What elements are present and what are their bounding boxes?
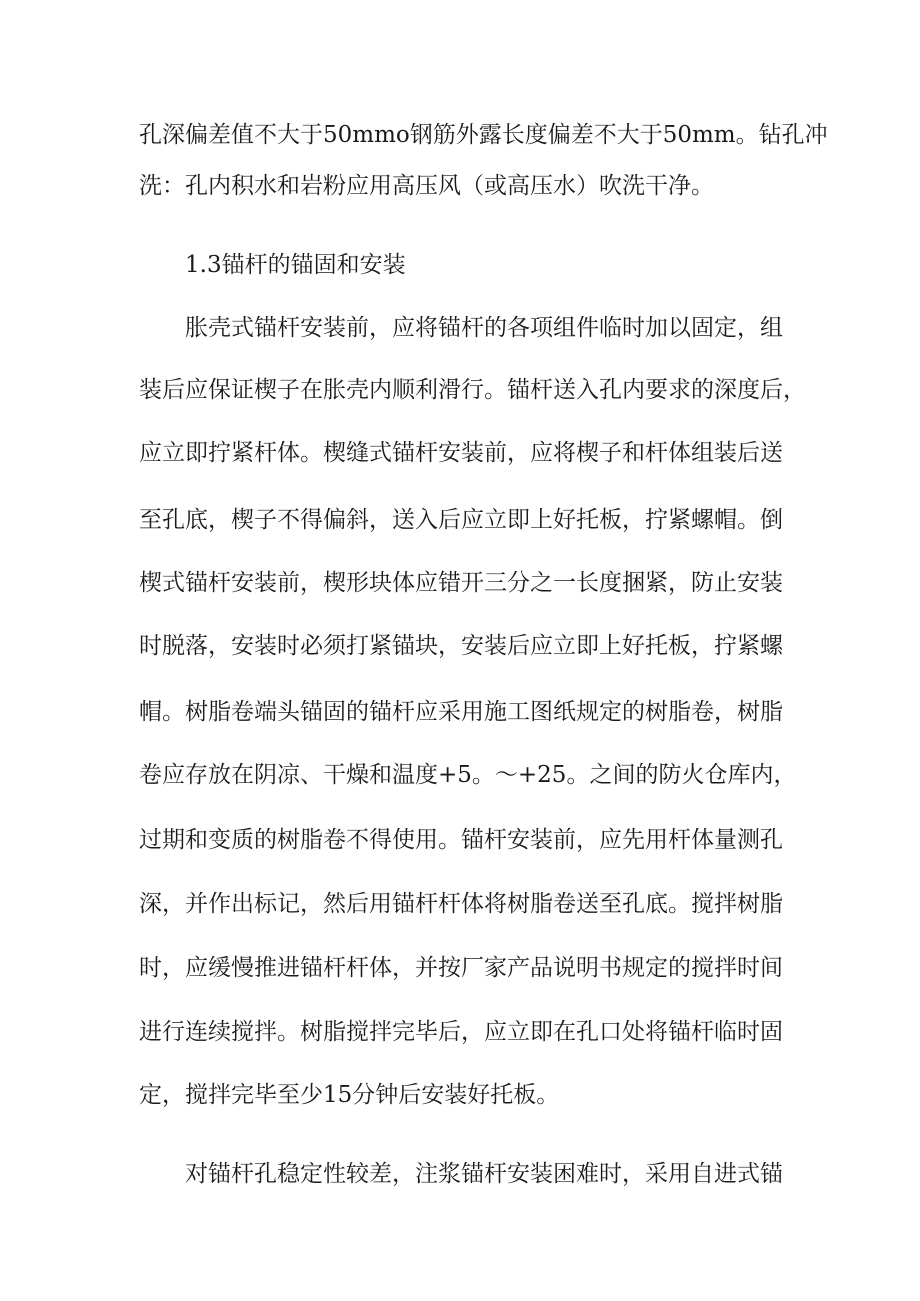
text-line-16: 定，搅拌完毕至少15分钟后安装好托板。	[139, 1082, 560, 1108]
text-line-2: 洗：孔内积水和岩粉应用高压风（或高压水）吹洗干净。	[139, 173, 714, 199]
text-line-8: 楔式锚杆安装前，楔形块体应错开三分之一长度捆紧，防止安装	[139, 570, 783, 596]
text-line-6: 应立即拧紧杆体。楔缝式锚杆安装前，应将楔子和杆体组装后送	[139, 440, 783, 466]
text-line-9: 时脱落，安装时必须打紧锚块，安装后应立即上好托板，拧紧螺	[139, 633, 783, 659]
text-line-14: 时，应缓慢推进锚杆杆体，并按厂家产品说明书规定的搅拌时间	[139, 955, 783, 981]
text-line-15: 进行连续搅拌。树脂搅拌完毕后，应立即在孔口处将锚杆临时固	[139, 1019, 783, 1045]
text-line-5: 装后应保证楔子在胀壳内顺利滑行。锚杆送入孔内要求的深度后，	[139, 377, 806, 403]
text-line-7: 至孔底，楔子不得偏斜，送入后应立即上好托板，拧紧螺帽。倒	[139, 507, 783, 533]
section-heading: 1.3锚杆的锚固和安装	[185, 252, 406, 278]
text-line-13: 深，并作出标记，然后用锚杆杆体将树脂卷送至孔底。搅拌树脂	[139, 891, 783, 917]
text-line-12: 过期和变质的树脂卷不得使用。锚杆安装前，应先用杆体量测孔	[139, 827, 783, 853]
text-line-1: 孔深偏差值不大于50mmo钢筋外露长度偏差不大于50mm。钻孔冲	[139, 122, 828, 148]
text-line-4: 胀壳式锚杆安装前，应将锚杆的各项组件临时加以固定，组	[185, 315, 783, 341]
text-line-10: 帽。树脂卷端头锚固的锚杆应采用施工图纸规定的树脂卷，树脂	[139, 699, 783, 725]
text-line-11: 卷应存放在阴凉、干燥和温度+5。～+25。之间的防火仓库内，	[139, 762, 797, 788]
text-line-17: 对锚杆孔稳定性较差，注浆锚杆安装困难时，采用自进式锚	[185, 1161, 783, 1187]
